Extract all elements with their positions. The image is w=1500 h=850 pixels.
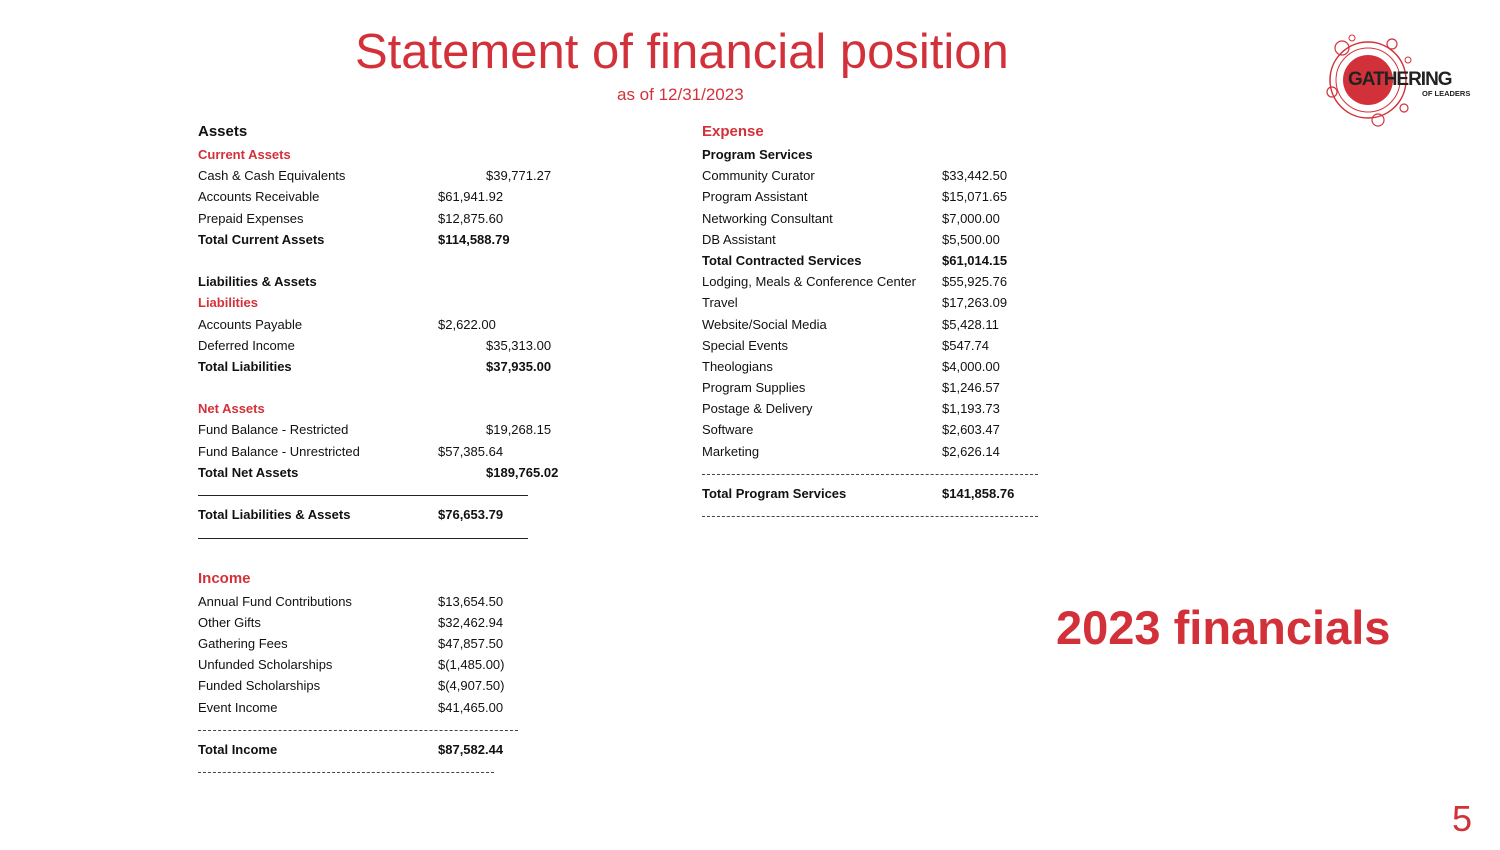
table-row bbox=[198, 356, 618, 377]
assets-income-column bbox=[198, 120, 618, 781]
table-row bbox=[198, 314, 618, 335]
row-value: $141,858.76 bbox=[942, 486, 1015, 501]
row-value: $35,313.00 bbox=[486, 337, 552, 353]
divider bbox=[198, 483, 618, 504]
table-row bbox=[702, 208, 1122, 229]
row-label: Program Supplies bbox=[702, 380, 806, 396]
row-label: Total Income bbox=[198, 741, 278, 757]
row-value: $(4,907.50) bbox=[438, 678, 505, 694]
row-label: Total Current Assets bbox=[198, 231, 325, 247]
row-value: $55,925.76 bbox=[942, 274, 1008, 290]
row-value: $189,765.02 bbox=[486, 464, 559, 480]
expense-list bbox=[702, 271, 1122, 462]
divider bbox=[702, 462, 1122, 483]
table-row bbox=[198, 612, 618, 633]
row-label: Total Net Assets bbox=[198, 464, 299, 480]
row-value: $1,246.57 bbox=[942, 380, 1000, 396]
gathering-of-leaders-logo bbox=[1322, 30, 1472, 128]
row-label: Total Contracted Services bbox=[702, 252, 862, 268]
row-value: $37,935.00 bbox=[486, 358, 552, 374]
row-label: Theologians bbox=[702, 358, 773, 374]
row-label: Funded Scholarships bbox=[198, 678, 321, 694]
row-label: Total Liabilities bbox=[198, 358, 292, 374]
table-row bbox=[198, 165, 618, 186]
row-label: Lodging, Meals & Conference Center bbox=[702, 274, 916, 290]
table-row bbox=[198, 697, 618, 718]
logo-brand-sub: OF LEADERS bbox=[1422, 89, 1471, 98]
row-value: $114,588.79 bbox=[438, 231, 510, 247]
liabilities-assets-heading: Liabilities & Assets bbox=[198, 274, 317, 290]
contracted-list bbox=[702, 165, 1122, 250]
row-value: $32,462.94 bbox=[438, 614, 504, 630]
net-assets-heading: Net Assets bbox=[198, 401, 265, 417]
row-label: Special Events bbox=[702, 337, 788, 353]
row-value: $19,268.15 bbox=[486, 422, 552, 438]
table-row bbox=[702, 250, 1122, 271]
table-row bbox=[702, 292, 1122, 313]
table-row bbox=[198, 591, 618, 612]
spacer bbox=[198, 377, 618, 398]
table-row bbox=[702, 229, 1122, 250]
row-label: Deferred Income bbox=[198, 337, 295, 353]
table-row bbox=[702, 377, 1122, 398]
row-label: Website/Social Media bbox=[702, 316, 827, 332]
table-row bbox=[198, 654, 618, 675]
row-label: Fund Balance - Unrestricted bbox=[198, 443, 360, 459]
row-value: $41,465.00 bbox=[438, 699, 504, 715]
row-value: $547.74 bbox=[942, 337, 989, 353]
row-label: Software bbox=[702, 422, 754, 438]
table-row bbox=[198, 504, 618, 525]
row-value: $4,000.00 bbox=[942, 358, 1000, 374]
divider bbox=[198, 525, 618, 546]
row-label: Gathering Fees bbox=[198, 635, 288, 651]
row-value: $5,500.00 bbox=[942, 231, 1000, 247]
row-value: $1,193.73 bbox=[942, 401, 1000, 417]
liabilities-heading: Liabilities bbox=[198, 295, 258, 311]
section-label: 2023 financials bbox=[1056, 601, 1391, 654]
table-row bbox=[702, 335, 1122, 356]
income-list bbox=[198, 591, 618, 718]
spacer bbox=[198, 250, 618, 271]
table-row bbox=[702, 271, 1122, 292]
row-label: Unfunded Scholarships bbox=[198, 657, 333, 673]
row-value: $61,014.15 bbox=[942, 252, 1008, 268]
row-label: Event Income bbox=[198, 699, 278, 715]
row-value: $2,622.00 bbox=[438, 316, 496, 332]
row-value: $5,428.11 bbox=[942, 316, 999, 332]
page-number: 5 bbox=[1452, 798, 1473, 839]
page-title: Statement of financial position bbox=[355, 25, 1009, 79]
row-label: Accounts Payable bbox=[198, 316, 303, 332]
current-assets-heading: Current Assets bbox=[198, 147, 291, 162]
spacer bbox=[198, 547, 618, 567]
row-value: $2,626.14 bbox=[942, 443, 1000, 459]
table-row bbox=[702, 356, 1122, 377]
expense-heading: Expense bbox=[702, 123, 764, 140]
row-value: $39,771.27 bbox=[486, 168, 552, 184]
row-label: Fund Balance - Restricted bbox=[198, 422, 349, 438]
row-label: Postage & Delivery bbox=[702, 401, 813, 417]
row-label: Other Gifts bbox=[198, 614, 261, 630]
table-row bbox=[702, 441, 1122, 462]
row-value: $17,263.09 bbox=[942, 295, 1008, 311]
row-value: $61,941.92 bbox=[438, 189, 504, 205]
row-label: Networking Consultant bbox=[702, 210, 833, 226]
row-label: Accounts Receivable bbox=[198, 189, 320, 205]
table-row bbox=[198, 633, 618, 654]
table-row bbox=[702, 398, 1122, 419]
expense-column bbox=[702, 120, 1122, 525]
income-heading: Income bbox=[198, 569, 251, 587]
row-value: $33,442.50 bbox=[942, 168, 1008, 184]
table-row bbox=[198, 186, 618, 207]
row-value: $87,582.44 bbox=[438, 741, 504, 757]
divider bbox=[198, 718, 618, 739]
row-value: $13,654.50 bbox=[438, 593, 504, 609]
row-label: Annual Fund Contributions bbox=[198, 593, 352, 609]
table-row bbox=[198, 419, 618, 440]
table-row bbox=[198, 739, 618, 760]
table-row bbox=[702, 419, 1122, 440]
divider bbox=[198, 760, 618, 781]
divider bbox=[702, 504, 1122, 525]
row-value: $12,875.60 bbox=[438, 210, 504, 226]
table-row bbox=[198, 462, 618, 483]
row-value: $2,603.47 bbox=[942, 422, 1000, 438]
row-label: Marketing bbox=[702, 443, 760, 459]
program-services-heading: Program Services bbox=[702, 147, 813, 162]
row-value: $47,857.50 bbox=[438, 635, 504, 651]
row-label: Travel bbox=[702, 295, 738, 311]
table-row bbox=[702, 483, 1122, 504]
row-label: Cash & Cash Equivalents bbox=[198, 168, 346, 184]
table-row bbox=[198, 229, 618, 250]
table-row bbox=[702, 186, 1122, 207]
page-subtitle: as of 12/31/2023 bbox=[617, 85, 744, 104]
row-label: DB Assistant bbox=[702, 231, 776, 247]
table-row bbox=[702, 165, 1122, 186]
logo-brand-main: GATHERING bbox=[1348, 69, 1452, 90]
row-value: $57,385.64 bbox=[438, 443, 504, 459]
table-row bbox=[198, 441, 618, 462]
table-row bbox=[702, 314, 1122, 335]
row-label: Total Program Services bbox=[702, 486, 847, 501]
row-label: Total Liabilities & Assets bbox=[198, 507, 351, 523]
row-value: $7,000.00 bbox=[942, 210, 1000, 226]
assets-heading: Assets bbox=[198, 123, 248, 140]
row-label: Program Assistant bbox=[702, 189, 808, 205]
row-label: Community Curator bbox=[702, 168, 815, 184]
table-row bbox=[198, 208, 618, 229]
row-label: Prepaid Expenses bbox=[198, 210, 304, 226]
row-value: $15,071.65 bbox=[942, 189, 1008, 205]
table-row bbox=[198, 675, 618, 696]
row-value: $(1,485.00) bbox=[438, 657, 505, 673]
row-value: $76,653.79 bbox=[438, 507, 504, 523]
table-row bbox=[198, 335, 618, 356]
